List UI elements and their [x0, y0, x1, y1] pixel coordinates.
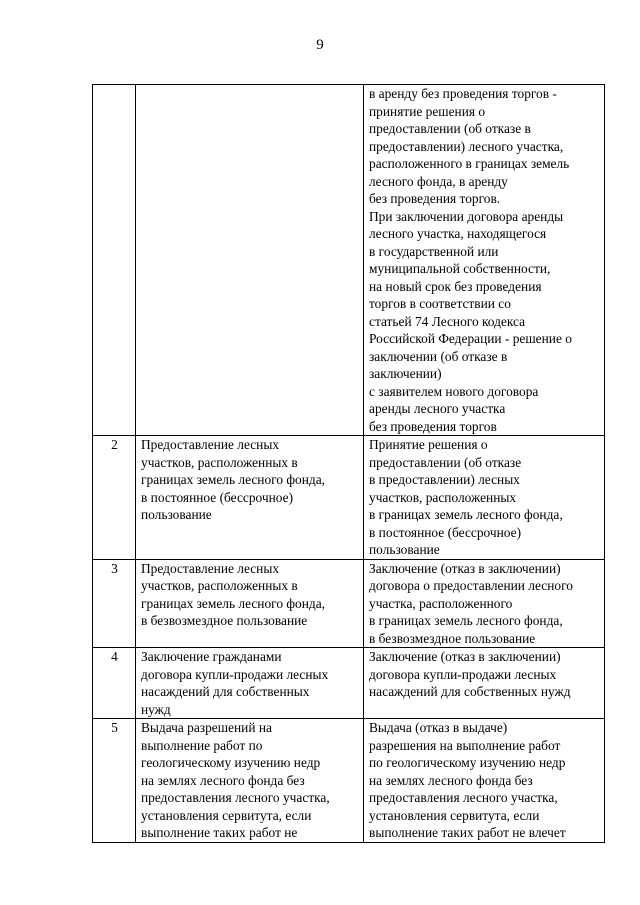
table-row: [93, 436, 605, 560]
result-cell-line: договора о предоставлении лесного: [369, 578, 573, 593]
table-row: [93, 719, 605, 843]
service-cell: [136, 559, 364, 648]
result-cell-line: Заключение (отказ в заключении): [369, 649, 561, 664]
result-cell-line: предоставления лесного участка,: [369, 790, 558, 805]
result-cell-line: статьей 74 Лесного кодекса: [369, 313, 526, 329]
result-cell-line: договора купли-продажи лесных: [369, 666, 557, 682]
services-table-body: [93, 85, 605, 843]
result-cell-line: аренды лесного участка: [369, 401, 506, 416]
service-cell-line: границах земель лесного фонда,: [141, 472, 326, 487]
service-cell: [136, 436, 364, 560]
service-cell-line: границах земель лесного фонда,: [141, 595, 326, 611]
result-cell-line: с заявителем нового договора: [369, 383, 539, 399]
result-cell-line: в государственной или: [369, 243, 499, 259]
result-cell: [364, 559, 605, 648]
service-cell-line: Предоставление лесных: [141, 437, 280, 452]
service-cell-line: на землях лесного фонда без: [141, 772, 305, 788]
result-cell-line: в безвозмездное пользование: [369, 630, 536, 646]
row-number-cell: 5: [93, 719, 136, 843]
service-cell: [136, 719, 364, 843]
row-number-cell: 2: [93, 436, 136, 560]
result-cell: [364, 719, 605, 843]
result-cell-line: Заключение (отказ в заключении): [369, 560, 561, 576]
service-cell: [136, 648, 364, 719]
result-cell-line: принятие решения о: [369, 103, 486, 119]
service-cell-line: установления сервитута, если: [141, 807, 312, 823]
result-cell: [364, 648, 605, 719]
result-cell-line: расположенного в границах земель: [369, 156, 570, 171]
service-cell-line: в безвозмездное пользование: [141, 613, 308, 628]
result-cell-line: Выдача (отказ в выдаче): [369, 720, 508, 735]
service-cell-line: выполнение работ по: [141, 737, 263, 753]
result-cell-line: предоставлении) лесного участка,: [369, 138, 564, 154]
result-cell-line: разрешения на выполнение работ: [369, 737, 561, 753]
service-cell-line: участков, расположенных в: [141, 454, 298, 470]
result-cell-line: в аренду без проведения торгов -: [369, 86, 557, 101]
service-cell-line: Предоставление лесных: [141, 560, 280, 576]
service-cell-line: выполнение таких работ не: [141, 825, 298, 840]
service-cell-line: насаждений для собственных: [141, 684, 310, 699]
row-number-cell: 3: [93, 559, 136, 648]
result-cell-line: без проведения торгов.: [369, 191, 501, 206]
result-cell-line: лесного участка, находящегося: [369, 226, 547, 241]
service-cell-line: договора купли-продажи лесных: [141, 666, 329, 682]
service-cell-line: Выдача разрешений на: [141, 720, 272, 735]
result-cell-line: предоставлении (об отказе: [369, 454, 522, 470]
result-cell-line: выполнение таких работ не влечет: [369, 825, 566, 840]
result-cell-line: в границах земель лесного фонда,: [369, 613, 563, 628]
service-cell-line: нужд: [141, 701, 171, 717]
page-number: 9: [316, 37, 324, 53]
service-cell-line: участков, расположенных в: [141, 578, 298, 593]
service-cell-line: геологическому изучению недр: [141, 755, 321, 770]
service-cell-line: предоставления лесного участка,: [141, 790, 330, 805]
result-cell-line: участка, расположенного: [369, 595, 513, 611]
service-cell: [136, 85, 364, 436]
result-cell-line: в границах земель лесного фонда,: [369, 507, 563, 522]
result-cell-line: по геологическому изучению недр: [369, 755, 566, 770]
service-cell-line: Заключение гражданами: [141, 649, 282, 664]
result-cell: [364, 436, 605, 560]
table-row: [93, 648, 605, 719]
result-cell-line: на землях лесного фонда без: [369, 772, 533, 788]
result-cell-line: торгов в соответствии со: [369, 296, 511, 311]
row-number-cell: [93, 85, 136, 436]
result-cell-line: При заключении договора аренды: [369, 208, 564, 224]
result-cell-line: участков, расположенных: [369, 489, 517, 505]
result-cell-line: без проведения торгов: [369, 418, 497, 434]
result-cell-line: заключении (об отказе в: [369, 348, 508, 364]
services-table: [92, 84, 605, 843]
result-cell-line: установления сервитута, если: [369, 807, 540, 823]
table-row: [93, 85, 605, 436]
result-cell-line: на новый срок без проведения: [369, 278, 542, 294]
table-row: [93, 559, 605, 648]
result-cell-line: пользование: [369, 542, 440, 557]
service-cell-line: в постоянное (бессрочное): [141, 489, 294, 505]
result-cell-line: насаждений для собственных нужд: [369, 684, 571, 699]
result-cell-line: Российской Федерации - решение о: [369, 331, 572, 346]
result-cell-line: предоставлении (об отказе в: [369, 121, 531, 136]
result-cell-line: в предоставлении) лесных: [369, 472, 520, 487]
row-number-cell: 4: [93, 648, 136, 719]
result-cell-line: заключении): [369, 366, 442, 381]
service-cell-line: пользование: [141, 507, 212, 522]
result-cell: [364, 85, 605, 436]
result-cell-line: муниципальной собственности,: [369, 261, 551, 276]
result-cell-line: лесного фонда, в аренду: [369, 173, 508, 189]
result-cell-line: Принятие решения о: [369, 437, 488, 452]
result-cell-line: в постоянное (бессрочное): [369, 524, 522, 540]
